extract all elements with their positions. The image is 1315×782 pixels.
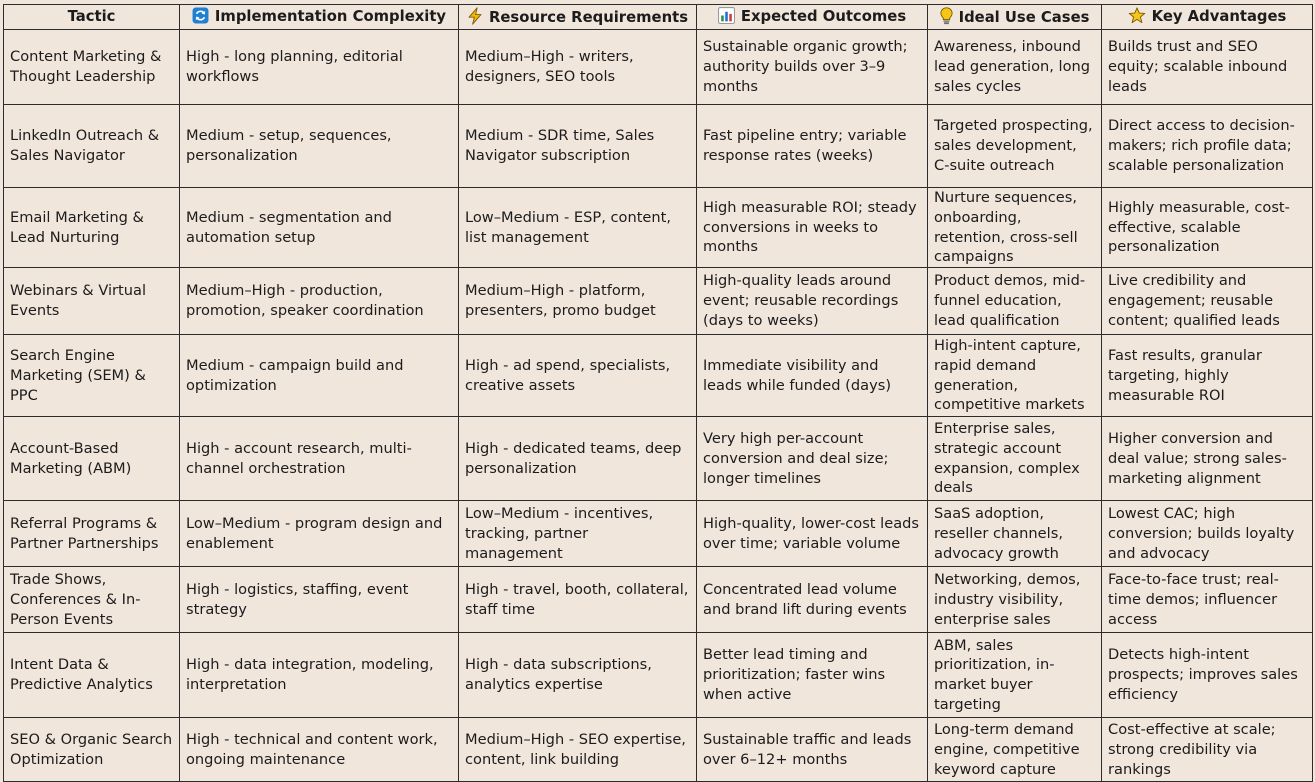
table-cell: Medium–High - platform, presenters, promo budget bbox=[459, 268, 697, 335]
table-cell: SEO & Organic Search Optimization bbox=[4, 718, 180, 782]
header-label: Resource Requirements bbox=[488, 8, 689, 26]
table-row bbox=[4, 188, 1313, 268]
table-cell: Highly measurable, cost-effective, scalable personalization bbox=[1102, 188, 1313, 268]
table-cell: Product demos, mid-funnel education, lead qualification bbox=[928, 268, 1102, 335]
table-cell: Concentrated lead volume and brand lift during events bbox=[697, 567, 928, 633]
table-cell: Content Marketing & Thought Leadership bbox=[4, 30, 180, 105]
header-label: Expected Outcomes bbox=[740, 8, 907, 26]
table-cell: Medium - setup, sequences, personalization bbox=[180, 105, 459, 188]
table-cell: Very high per-account conversion and deal size; longer timelines bbox=[697, 417, 928, 501]
table-cell: High measurable ROI; steady conversions in weeks to months bbox=[697, 188, 928, 268]
table-cell: Direct access to decision-makers; rich profile data; scalable personalization bbox=[1102, 105, 1313, 188]
table-cell: High - data integration, modeling, interpretation bbox=[180, 633, 459, 718]
table-cell: Fast results, granular targeting, highly measurable ROI bbox=[1102, 335, 1313, 417]
table-cell: High-quality, lower-cost leads over time; variable volume bbox=[697, 501, 928, 567]
table-cell: Account-Based Marketing (ABM) bbox=[4, 417, 180, 501]
header-tactic bbox=[4, 5, 180, 30]
table-cell: High - technical and content work, ongoing maintenance bbox=[180, 718, 459, 782]
table-row bbox=[4, 105, 1313, 188]
table-row bbox=[4, 30, 1313, 105]
table-cell: Better lead timing and prioritization; faster wins when active bbox=[697, 633, 928, 718]
table-cell: Low–Medium - program design and enablement bbox=[180, 501, 459, 567]
table-body bbox=[4, 30, 1313, 782]
table-cell: Sustainable traffic and leads over 6–12+ months bbox=[697, 718, 928, 782]
table-cell: Lowest CAC; high conversion; builds loyalty and advocacy bbox=[1102, 501, 1313, 567]
refresh-arrows-icon bbox=[192, 7, 209, 24]
table-cell: Live credibility and engagement; reusable content; qualified leads bbox=[1102, 268, 1313, 335]
table-cell: Trade Shows, Conferences & In-Person Events bbox=[4, 567, 180, 633]
table-row bbox=[4, 417, 1313, 501]
table-cell: Medium - SDR time, Sales Navigator subscription bbox=[459, 105, 697, 188]
table-cell: Networking, demos, industry visibility, enterprise sales bbox=[928, 567, 1102, 633]
lightning-bolt-icon bbox=[467, 7, 483, 25]
header-row bbox=[4, 5, 1313, 30]
table-row bbox=[4, 501, 1313, 567]
table-cell: High - dedicated teams, deep personalization bbox=[459, 417, 697, 501]
table-cell: SaaS adoption, reseller channels, advocacy growth bbox=[928, 501, 1102, 567]
table-cell: Medium–High - writers, designers, SEO tools bbox=[459, 30, 697, 105]
table-cell: High - long planning, editorial workflows bbox=[180, 30, 459, 105]
header-resource-requirements bbox=[459, 5, 697, 30]
table-cell: High - ad spend, specialists, creative assets bbox=[459, 335, 697, 417]
table-cell: High - logistics, staffing, event strategy bbox=[180, 567, 459, 633]
table-cell: Immediate visibility and leads while funded (days) bbox=[697, 335, 928, 417]
header-implementation-complexity bbox=[180, 5, 459, 30]
table-cell: Builds trust and SEO equity; scalable inbound leads bbox=[1102, 30, 1313, 105]
table-cell: High - travel, booth, collateral, staff time bbox=[459, 567, 697, 633]
table-cell: Cost-effective at scale; strong credibility via rankings bbox=[1102, 718, 1313, 782]
header-label: Implementation Complexity bbox=[214, 8, 447, 26]
table-cell: LinkedIn Outreach & Sales Navigator bbox=[4, 105, 180, 188]
table-cell: Enterprise sales, strategic account expansion, complex deals bbox=[928, 417, 1102, 501]
table-row bbox=[4, 718, 1313, 782]
table-row bbox=[4, 633, 1313, 718]
header-expected-outcomes bbox=[697, 5, 928, 30]
table-cell: Referral Programs & Partner Partnerships bbox=[4, 501, 180, 567]
table-cell: Long-term demand engine, competitive keyword capture bbox=[928, 718, 1102, 782]
table-cell: Email Marketing & Lead Nurturing bbox=[4, 188, 180, 268]
table-cell: Medium–High - SEO expertise, content, link building bbox=[459, 718, 697, 782]
table-cell: Detects high-intent prospects; improves sales efficiency bbox=[1102, 633, 1313, 718]
table-cell: Face-to-face trust; real-time demos; influencer access bbox=[1102, 567, 1313, 633]
table-cell: High - data subscriptions, analytics expertise bbox=[459, 633, 697, 718]
star-icon bbox=[1128, 7, 1146, 24]
table-cell: Search Engine Marketing (SEM) & PPC bbox=[4, 335, 180, 417]
light-bulb-icon bbox=[940, 7, 953, 25]
table-cell: Sustainable organic growth; authority builds over 3–9 months bbox=[697, 30, 928, 105]
bar-chart-icon bbox=[718, 7, 735, 24]
table-cell: High - account research, multi-channel orchestration bbox=[180, 417, 459, 501]
table-cell: Awareness, inbound lead generation, long sales cycles bbox=[928, 30, 1102, 105]
table-cell: Fast pipeline entry; variable response rates (weeks) bbox=[697, 105, 928, 188]
table-cell: Targeted prospecting, sales development, C-suite outreach bbox=[928, 105, 1102, 188]
table-row bbox=[4, 268, 1313, 335]
header-ideal-use-cases bbox=[928, 5, 1102, 30]
table-row bbox=[4, 567, 1313, 633]
header-label: Ideal Use Cases bbox=[958, 8, 1090, 26]
header-label: Key Advantages bbox=[1151, 8, 1287, 26]
table-cell: High-quality leads around event; reusable recordings (days to weeks) bbox=[697, 268, 928, 335]
table-header bbox=[4, 5, 1313, 30]
table-cell: High-intent capture, rapid demand generation, competitive markets bbox=[928, 335, 1102, 417]
table-cell: Low–Medium - ESP, content, list management bbox=[459, 188, 697, 268]
header-label: Tactic bbox=[67, 8, 116, 26]
header-key-advantages bbox=[1102, 5, 1313, 30]
table-cell: Medium - campaign build and optimization bbox=[180, 335, 459, 417]
table-cell: Intent Data & Predictive Analytics bbox=[4, 633, 180, 718]
table-cell: Medium - segmentation and automation setup bbox=[180, 188, 459, 268]
table-cell: ABM, sales prioritization, in-market buyer targeting bbox=[928, 633, 1102, 718]
table-row bbox=[4, 335, 1313, 417]
table-cell: Low–Medium - incentives, tracking, partner management bbox=[459, 501, 697, 567]
table-cell: Webinars & Virtual Events bbox=[4, 268, 180, 335]
table-cell: Nurture sequences, onboarding, retention, cross-sell campaigns bbox=[928, 188, 1102, 268]
table-cell: Higher conversion and deal value; strong sales-marketing alignment bbox=[1102, 417, 1313, 501]
tactics-comparison-table bbox=[3, 4, 1313, 782]
table-cell: Medium–High - production, promotion, speaker coordination bbox=[180, 268, 459, 335]
